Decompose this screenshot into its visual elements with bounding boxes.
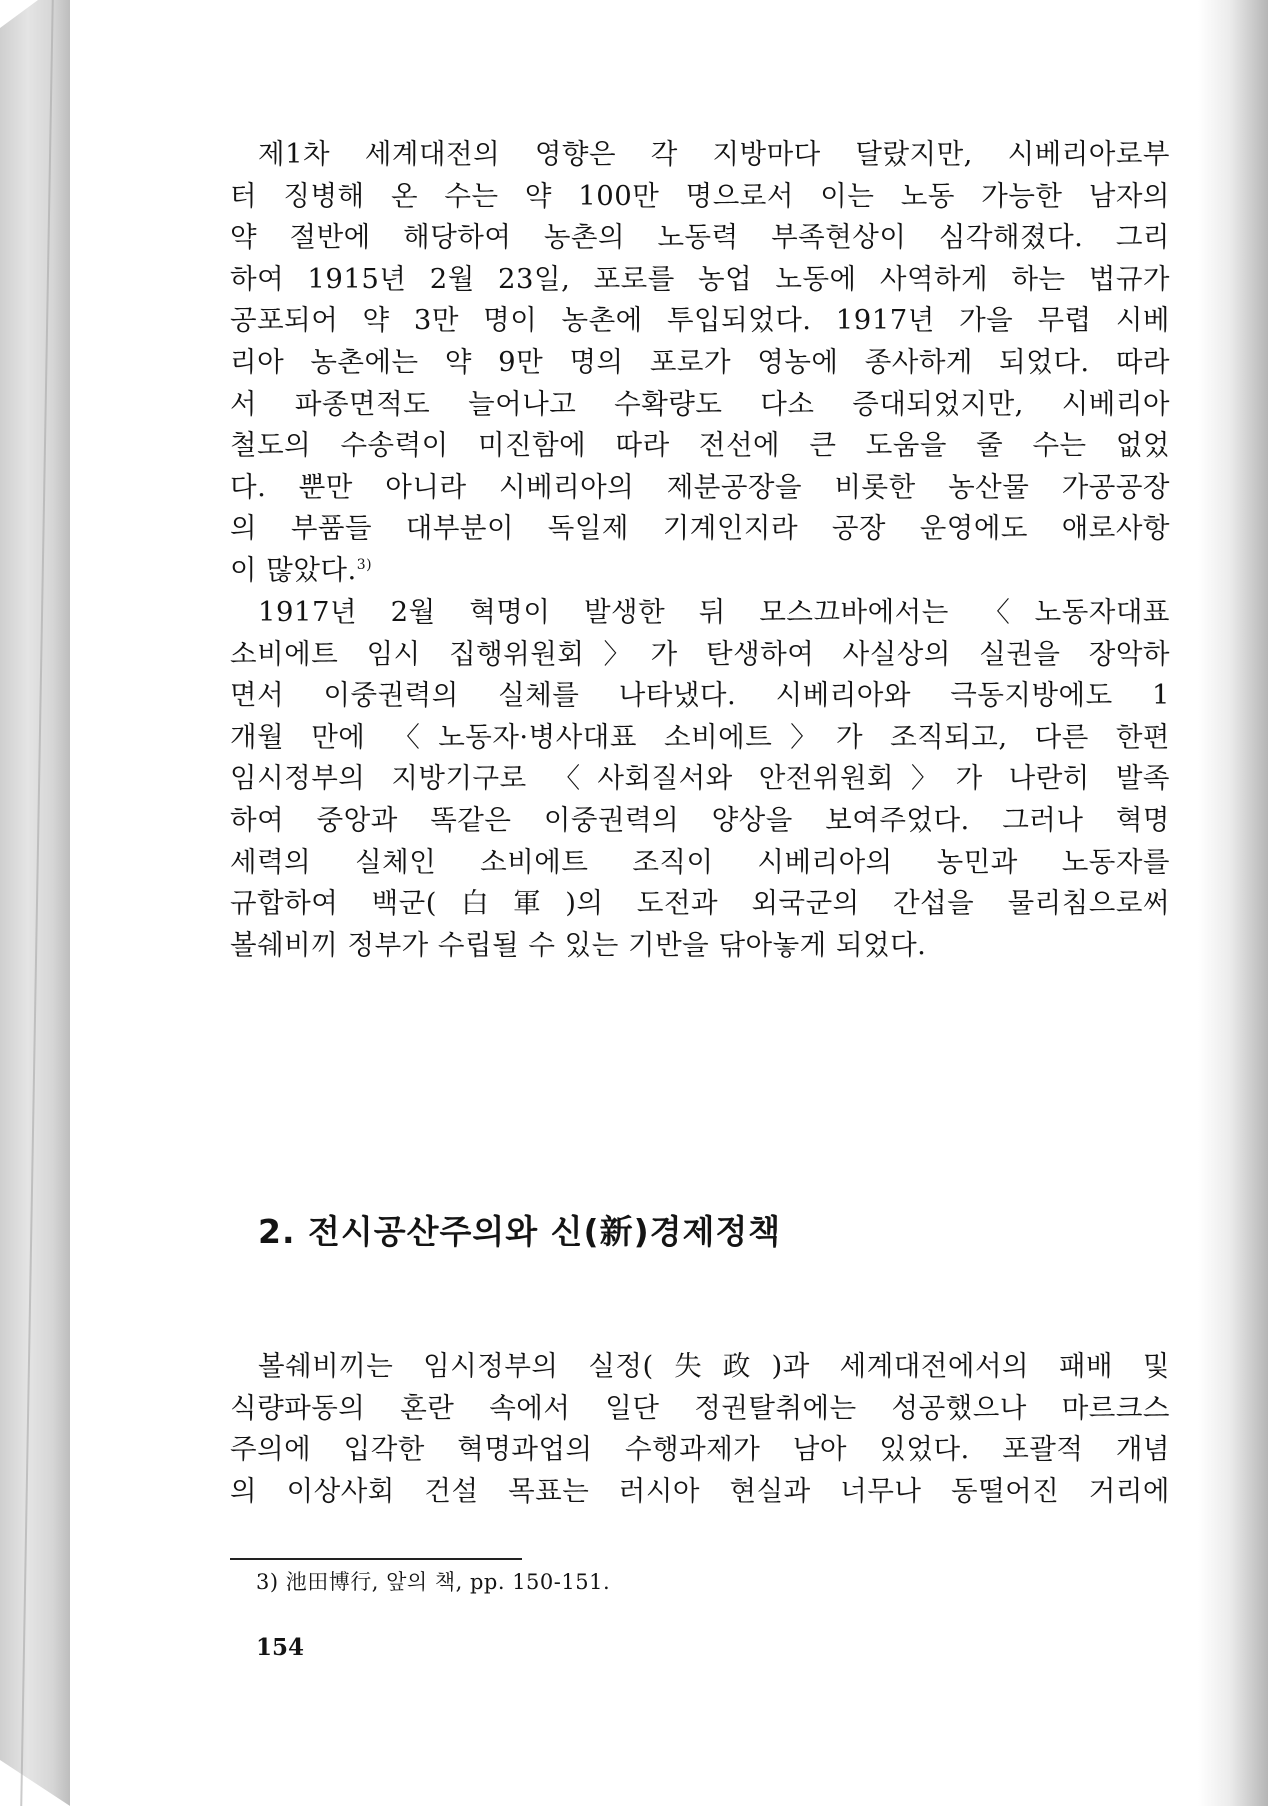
text-line: 하여 중앙과 똑같은 이중권력의 양상을 보여주었다. 그러나 혁명 <box>230 803 1170 836</box>
p1-line-6 <box>230 384 1170 426</box>
p3-line-2 <box>230 1429 1170 1471</box>
text-line: 개월 만에 〈노동자·병사대표 소비에트〉가 조직되고, 다른 한편 <box>230 720 1170 753</box>
text-line: 이 많았다. <box>230 553 357 586</box>
p1-line-7 <box>230 425 1170 467</box>
p2-line-1 <box>230 634 1170 676</box>
text-line: 볼쉐비끼 정부가 수립될 수 있는 기반을 닦아놓게 되었다. <box>230 928 927 961</box>
p2-line-2 <box>230 675 1170 717</box>
paragraph-1 <box>230 134 1170 592</box>
text-line: 소비에트 임시 집행위원회〉가 탄생하여 사실상의 실권을 장악하 <box>230 637 1170 670</box>
text-line: 주의에 입각한 혁명과업의 수행과제가 남아 있었다. 포괄적 개념 <box>230 1433 1170 1466</box>
p1-line-8 <box>230 467 1170 509</box>
p1-line-4 <box>230 300 1170 342</box>
text-line: 규합하여 백군(白軍)의 도전과 외국군의 간섭을 물리침으로써 <box>230 887 1170 920</box>
text-line: 세력의 실체인 소비에트 조직이 시베리아의 농민과 노동자를 <box>230 845 1170 878</box>
text-line: 제1차 세계대전의 영향은 각 지방마다 달랐지만, 시베리아로부 <box>258 138 1170 170</box>
text-line: 철도의 수송력이 미진함에 따라 전선에 큰 도움을 줄 수는 없었 <box>230 429 1170 462</box>
p2-line-8 <box>230 925 1170 967</box>
p2-line-4 <box>230 758 1170 800</box>
p2-line-0 <box>230 592 1170 634</box>
p1-line-5 <box>230 342 1170 384</box>
p3-line-3 <box>230 1471 1170 1513</box>
p2-line-6 <box>230 842 1170 884</box>
section-heading: 2. 전시공산주의와 신(新)경제정책 <box>258 1212 782 1251</box>
page-right-shadow <box>1198 0 1268 1806</box>
text-line: 다. 뿐만 아니라 시베리아의 제분공장을 비롯한 농산물 가공공장 <box>230 470 1170 503</box>
page-number: 154 <box>256 1634 305 1661</box>
footnote-3: 3) 池田博行, 앞의 책, pp. 150-151. <box>256 1570 611 1594</box>
p1-line-0 <box>230 134 1170 176</box>
text-line: 터 징병해 온 수는 약 100만 명으로서 이는 노동 가능한 남자의 <box>230 179 1170 212</box>
p1-line-9 <box>230 508 1170 550</box>
text-line: 볼쉐비끼는 임시정부의 실정(失政)과 세계대전에서의 패배 및 <box>258 1350 1170 1382</box>
paragraph-2 <box>230 592 1170 966</box>
text-line: 서 파종면적도 늘어나고 수확량도 다소 증대되었지만, 시베리아 <box>230 387 1170 420</box>
text-line: 1917년 2월 혁명이 발생한 뒤 모스끄바에서는 〈노동자대표 <box>258 596 1170 628</box>
p2-line-3 <box>230 717 1170 759</box>
p1-line-3 <box>230 259 1170 301</box>
text-line: 리아 농촌에는 약 9만 명의 포로가 영농에 종사하게 되었다. 따라 <box>230 345 1170 378</box>
footnote-ref-3[interactable]: 3) <box>356 556 373 573</box>
p1-line-2 <box>230 217 1170 259</box>
text-line: 약 절반에 해당하여 농촌의 노동력 부족현상이 심각해졌다. 그리 <box>230 221 1170 254</box>
p1-line-10 <box>230 550 1170 592</box>
book-page <box>70 6 1220 1800</box>
text-line: 의 부품들 대부분이 독일제 기계인지라 공장 운영에도 애로사항 <box>230 512 1170 545</box>
paragraph-3 <box>230 1346 1170 1512</box>
text-line: 면서 이중권력의 실체를 나타냈다. 시베리아와 극동지방에도 1 <box>230 679 1170 712</box>
p1-line-1 <box>230 176 1170 218</box>
text-line: 식량파동의 혼란 속에서 일단 정권탈취에는 성공했으나 마르크스 <box>230 1391 1170 1424</box>
text-line: 임시정부의 지방기구로 〈사회질서와 안전위원회〉가 나란히 발족 <box>230 762 1170 795</box>
text-line: 의 이상사회 건설 목표는 러시아 현실과 너무나 동떨어진 거리에 <box>230 1474 1170 1507</box>
text-line: 공포되어 약 3만 명이 농촌에 투입되었다. 1917년 가을 무렵 시베 <box>230 304 1170 337</box>
p3-line-0 <box>230 1346 1170 1388</box>
text-line: 하여 1915년 2월 23일, 포로를 농업 노동에 사역하게 하는 법규가 <box>230 262 1170 295</box>
p2-line-7 <box>230 883 1170 925</box>
p2-line-5 <box>230 800 1170 842</box>
p3-line-1 <box>230 1388 1170 1430</box>
footnote-rule <box>230 1558 522 1560</box>
